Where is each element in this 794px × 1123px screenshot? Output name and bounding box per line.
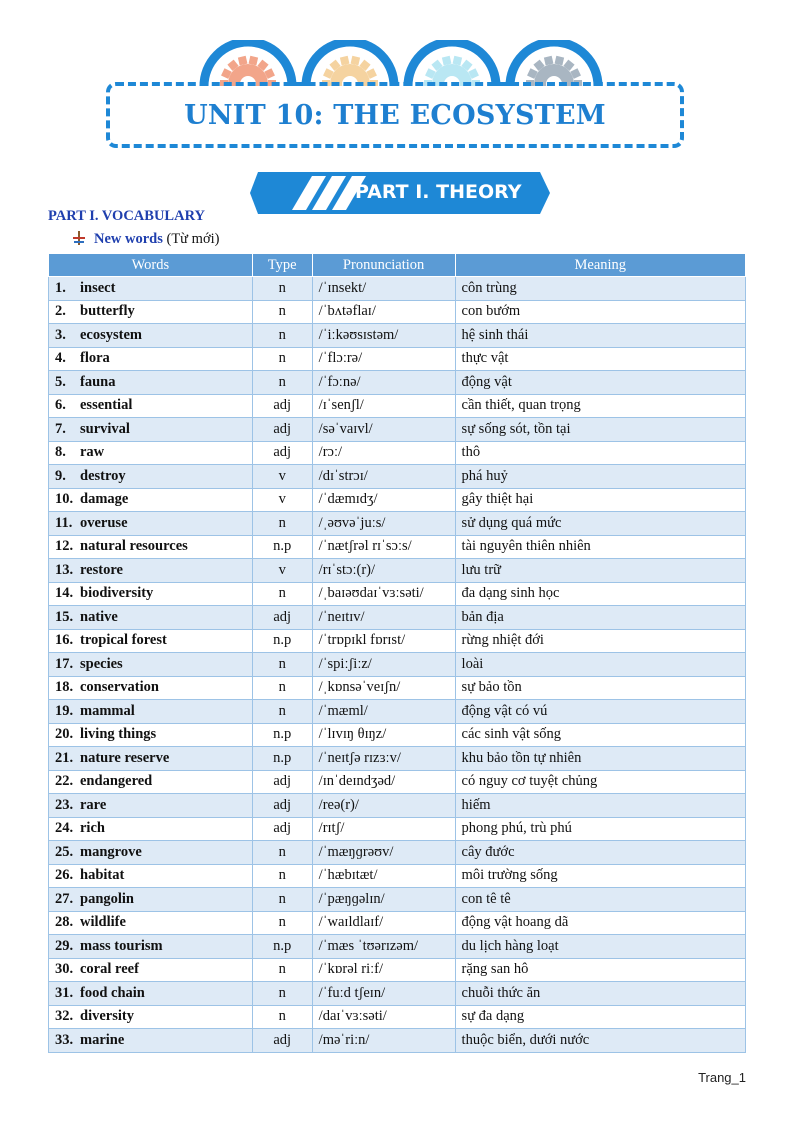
row-number: 8. — [55, 444, 66, 461]
row-number: 20. — [55, 726, 74, 743]
row-number: 16. — [55, 632, 74, 649]
meaning-cell: có nguy cơ tuyệt chủng — [455, 770, 745, 794]
type-cell: v — [252, 488, 312, 512]
pronunciation-cell: /reə(r)/ — [312, 794, 455, 818]
table-row — [49, 770, 746, 794]
word-cell — [49, 841, 253, 865]
pronunciation-cell: /rɔː/ — [312, 441, 455, 465]
table-row — [49, 535, 746, 559]
row-number: 2. — [55, 303, 66, 320]
row-number: 26. — [55, 867, 74, 884]
meaning-cell: côn trùng — [455, 277, 745, 301]
col-words: Words — [49, 254, 253, 277]
word-cell — [49, 535, 253, 559]
type-cell: adj — [252, 441, 312, 465]
word-text: species — [80, 655, 123, 672]
type-cell: n — [252, 324, 312, 348]
part-label: PART I. THEORY — [355, 181, 522, 203]
type-cell: n — [252, 911, 312, 935]
gear-tooth — [453, 56, 463, 66]
meaning-cell: động vật — [455, 371, 745, 395]
type-cell: adj — [252, 1029, 312, 1053]
word-cell — [49, 794, 253, 818]
word-cell — [49, 465, 253, 489]
word-text: mammal — [80, 702, 135, 719]
row-number: 31. — [55, 984, 74, 1001]
meaning-cell: loài — [455, 653, 745, 677]
word-text: coral reef — [80, 961, 139, 978]
word-cell — [49, 488, 253, 512]
row-number: 11. — [55, 514, 73, 531]
row-number: 23. — [55, 796, 74, 813]
type-cell: n — [252, 982, 312, 1006]
pronunciation-cell: /ˈiːkəʊsɪstəm/ — [312, 324, 455, 348]
col-pronunciation: Pronunciation — [312, 254, 455, 277]
word-text: diversity — [80, 1008, 134, 1025]
table-row — [49, 676, 746, 700]
row-number: 4. — [55, 350, 66, 367]
row-number: 18. — [55, 679, 74, 696]
unit-title: UNIT 10: THE ECOSYSTEM — [184, 99, 606, 131]
word-cell — [49, 347, 253, 371]
word-text: flora — [80, 350, 110, 367]
meaning-cell: bản địa — [455, 606, 745, 630]
meaning-cell: cây đước — [455, 841, 745, 865]
pronunciation-cell: /ˈmæŋɡrəʊv/ — [312, 841, 455, 865]
type-cell: adj — [252, 794, 312, 818]
row-number: 13. — [55, 561, 74, 578]
row-number: 27. — [55, 890, 74, 907]
pronunciation-cell: /ˈnætʃrəl rɪˈsɔːs/ — [312, 535, 455, 559]
pronunciation-cell: /ˈtrɒpɪkl fɒrɪst/ — [312, 629, 455, 653]
type-cell: n — [252, 864, 312, 888]
gear-tooth — [238, 56, 248, 66]
word-cell — [49, 441, 253, 465]
type-cell: v — [252, 465, 312, 489]
table-row — [49, 653, 746, 677]
word-text: destroy — [80, 467, 126, 484]
row-number: 21. — [55, 749, 74, 766]
type-cell: adj — [252, 606, 312, 630]
meaning-cell: du lịch hàng loạt — [455, 935, 745, 959]
type-cell: adj — [252, 394, 312, 418]
word-text: nature reserve — [80, 749, 170, 766]
word-cell — [49, 653, 253, 677]
pronunciation-cell: /ˈlɪvɪŋ θɪŋz/ — [312, 723, 455, 747]
table-row — [49, 888, 746, 912]
table-row — [49, 300, 746, 324]
meaning-cell: động vật hoang dã — [455, 911, 745, 935]
word-text: restore — [80, 561, 123, 578]
table-row — [49, 629, 746, 653]
type-cell: n — [252, 512, 312, 536]
pronunciation-cell: /daɪˈvɜːsəti/ — [312, 1005, 455, 1029]
gear-tooth — [340, 56, 350, 66]
word-text: living things — [80, 726, 157, 743]
word-cell — [49, 770, 253, 794]
word-cell — [49, 864, 253, 888]
meaning-cell: sự sống sót, tồn tại — [455, 418, 745, 442]
row-number: 33. — [55, 1031, 74, 1048]
word-cell — [49, 394, 253, 418]
vocabulary-table — [48, 253, 746, 1053]
word-cell — [49, 1029, 253, 1053]
pronunciation-cell: /ˈhæbɪtæt/ — [312, 864, 455, 888]
word-text: fauna — [80, 373, 116, 390]
pronunciation-cell: /ˌəʊvəˈjuːs/ — [312, 512, 455, 536]
row-number: 3. — [55, 326, 66, 343]
table-row — [49, 935, 746, 959]
row-number: 7. — [55, 420, 66, 437]
gear-tooth — [442, 56, 452, 66]
table-row — [49, 982, 746, 1006]
word-text: rich — [80, 820, 105, 837]
meaning-cell: thô — [455, 441, 745, 465]
table-row — [49, 1005, 746, 1029]
pronunciation-cell: /ˈmæs ˈtʊərɪzəm/ — [312, 935, 455, 959]
type-cell: n.p — [252, 747, 312, 771]
gear-tooth — [555, 56, 565, 66]
type-cell: n — [252, 300, 312, 324]
meaning-cell: hiếm — [455, 794, 745, 818]
table-row — [49, 347, 746, 371]
gear-tooth — [351, 56, 361, 66]
row-number: 5. — [55, 373, 66, 390]
table-row — [49, 1029, 746, 1053]
pronunciation-cell: /ˈfɔːnə/ — [312, 371, 455, 395]
word-cell — [49, 700, 253, 724]
word-cell — [49, 958, 253, 982]
word-cell — [49, 888, 253, 912]
sub-heading-rest: (Từ mới) — [162, 231, 220, 247]
table-row — [49, 488, 746, 512]
table-row — [49, 324, 746, 348]
col-meaning: Meaning — [455, 254, 745, 277]
pronunciation-cell: /ˌbaɪəʊdaɪˈvɜːsəti/ — [312, 582, 455, 606]
word-text: natural resources — [80, 538, 188, 555]
meaning-cell: lưu trữ — [455, 559, 745, 583]
table-row — [49, 559, 746, 583]
word-cell — [49, 582, 253, 606]
word-cell — [49, 747, 253, 771]
meaning-cell: phá huỷ — [455, 465, 745, 489]
table-row — [49, 606, 746, 630]
meaning-cell: con tê tê — [455, 888, 745, 912]
table-row — [49, 747, 746, 771]
gear-tooth — [544, 56, 554, 66]
type-cell: adj — [252, 770, 312, 794]
meaning-cell: gây thiệt hại — [455, 488, 745, 512]
word-text: conservation — [80, 679, 159, 696]
word-text: insect — [80, 279, 116, 296]
pronunciation-cell: /ˈɪnsekt/ — [312, 277, 455, 301]
meaning-cell: phong phú, trù phú — [455, 817, 745, 841]
row-number: 22. — [55, 773, 74, 790]
type-cell: n.p — [252, 723, 312, 747]
type-cell: adj — [252, 418, 312, 442]
page-number: Trang_1 — [698, 1070, 746, 1085]
word-text: overuse — [80, 514, 128, 531]
pronunciation-cell: /ˈkɒrəl riːf/ — [312, 958, 455, 982]
pronunciation-cell: /ˈbʌtəflaɪ/ — [312, 300, 455, 324]
pronunciation-cell: /ˈspiːʃiːz/ — [312, 653, 455, 677]
pronunciation-cell: /ˈflɔːrə/ — [312, 347, 455, 371]
table-row — [49, 864, 746, 888]
pronunciation-cell: /rɪˈstɔː(r)/ — [312, 559, 455, 583]
pronunciation-cell: /ˈpæŋɡəlɪn/ — [312, 888, 455, 912]
word-cell — [49, 911, 253, 935]
meaning-cell: sự đa dạng — [455, 1005, 745, 1029]
word-text: habitat — [80, 867, 125, 884]
word-text: tropical forest — [80, 632, 167, 649]
row-number: 15. — [55, 608, 74, 625]
pronunciation-cell: /ˈdæmɪdʒ/ — [312, 488, 455, 512]
row-number: 29. — [55, 937, 74, 954]
pronunciation-cell: /ˈfuːd tʃeɪn/ — [312, 982, 455, 1006]
table-row — [49, 911, 746, 935]
word-text: mass tourism — [80, 937, 163, 954]
pronunciation-cell: /ˈneɪtʃə rɪzɜːv/ — [312, 747, 455, 771]
word-text: rare — [80, 796, 107, 813]
meaning-cell: chuỗi thức ăn — [455, 982, 745, 1006]
word-text: butterfly — [80, 303, 135, 320]
type-cell: n — [252, 888, 312, 912]
word-cell — [49, 371, 253, 395]
word-cell — [49, 982, 253, 1006]
row-number: 32. — [55, 1008, 74, 1025]
word-cell — [49, 277, 253, 301]
row-number: 24. — [55, 820, 74, 837]
pronunciation-cell: /səˈvaɪvl/ — [312, 418, 455, 442]
type-cell: n.p — [252, 935, 312, 959]
word-text: raw — [80, 444, 105, 461]
row-number: 25. — [55, 843, 74, 860]
unit-title-box — [106, 82, 684, 148]
word-text: native — [80, 608, 118, 625]
word-cell — [49, 559, 253, 583]
word-cell — [49, 300, 253, 324]
type-cell: n — [252, 841, 312, 865]
type-cell: n.p — [252, 629, 312, 653]
bullet-pin-icon — [72, 231, 86, 245]
type-cell: n — [252, 582, 312, 606]
table-row — [49, 958, 746, 982]
row-number: 6. — [55, 397, 66, 414]
table-header-row — [49, 254, 746, 277]
table-row — [49, 817, 746, 841]
pronunciation-cell: /ˈmæml/ — [312, 700, 455, 724]
word-text: biodiversity — [80, 585, 154, 602]
word-text: survival — [80, 420, 130, 437]
word-text: mangrove — [80, 843, 142, 860]
word-cell — [49, 676, 253, 700]
word-text: damage — [80, 491, 129, 508]
word-text: endangered — [80, 773, 153, 790]
word-text: wildlife — [80, 914, 126, 931]
meaning-cell: rặng san hô — [455, 958, 745, 982]
word-cell — [49, 935, 253, 959]
row-number: 14. — [55, 585, 74, 602]
table-row — [49, 371, 746, 395]
table-row — [49, 723, 746, 747]
pronunciation-cell: /ˌkɒnsəˈveɪʃn/ — [312, 676, 455, 700]
type-cell: n — [252, 277, 312, 301]
word-cell — [49, 512, 253, 536]
type-cell: n — [252, 347, 312, 371]
pronunciation-cell: /rɪtʃ/ — [312, 817, 455, 841]
word-text: pangolin — [80, 890, 134, 907]
table-row — [49, 465, 746, 489]
pronunciation-cell: /ɪˈsenʃl/ — [312, 394, 455, 418]
meaning-cell: các sinh vật sống — [455, 723, 745, 747]
word-cell — [49, 723, 253, 747]
word-text: food chain — [80, 984, 145, 1001]
pronunciation-cell: /ˈneɪtɪv/ — [312, 606, 455, 630]
word-cell — [49, 324, 253, 348]
row-number: 17. — [55, 655, 74, 672]
meaning-cell: tài nguyên thiên nhiên — [455, 535, 745, 559]
type-cell: n — [252, 676, 312, 700]
table-row — [49, 582, 746, 606]
table-row — [49, 700, 746, 724]
word-cell — [49, 606, 253, 630]
meaning-cell: rừng nhiệt đới — [455, 629, 745, 653]
row-number: 19. — [55, 702, 74, 719]
table-row — [49, 841, 746, 865]
table-row — [49, 418, 746, 442]
meaning-cell: thực vật — [455, 347, 745, 371]
row-number: 1. — [55, 279, 66, 296]
meaning-cell: con bướm — [455, 300, 745, 324]
table-row — [49, 794, 746, 818]
pronunciation-cell: /ˈwaɪldlaɪf/ — [312, 911, 455, 935]
type-cell: n — [252, 958, 312, 982]
col-type: Type — [252, 254, 312, 277]
table-row — [49, 512, 746, 536]
meaning-cell: môi trường sống — [455, 864, 745, 888]
word-cell — [49, 629, 253, 653]
type-cell: n — [252, 371, 312, 395]
meaning-cell: cần thiết, quan trọng — [455, 394, 745, 418]
meaning-cell: hệ sinh thái — [455, 324, 745, 348]
sub-heading — [72, 231, 219, 248]
table-row — [49, 277, 746, 301]
section-heading: PART I. VOCABULARY — [48, 208, 206, 224]
type-cell: n.p — [252, 535, 312, 559]
word-cell — [49, 1005, 253, 1029]
word-text: marine — [80, 1031, 125, 1048]
type-cell: n — [252, 653, 312, 677]
meaning-cell: sử dụng quá mức — [455, 512, 745, 536]
word-text: essential — [80, 397, 133, 414]
gear-tooth — [249, 56, 259, 66]
row-number: 9. — [55, 467, 66, 484]
meaning-cell: thuộc biển, dưới nước — [455, 1029, 745, 1053]
pronunciation-cell: /ɪnˈdeɪndʒəd/ — [312, 770, 455, 794]
meaning-cell: khu bảo tồn tự nhiên — [455, 747, 745, 771]
meaning-cell: đa dạng sinh học — [455, 582, 745, 606]
meaning-cell: sự bảo tồn — [455, 676, 745, 700]
word-cell — [49, 817, 253, 841]
type-cell: adj — [252, 817, 312, 841]
row-number: 30. — [55, 961, 74, 978]
pronunciation-cell: /dɪˈstrɔɪ/ — [312, 465, 455, 489]
type-cell: n — [252, 1005, 312, 1029]
sub-heading-bold: New words — [94, 231, 163, 247]
type-cell: n — [252, 700, 312, 724]
table-row — [49, 441, 746, 465]
meaning-cell: động vật có vú — [455, 700, 745, 724]
word-cell — [49, 418, 253, 442]
type-cell: v — [252, 559, 312, 583]
row-number: 28. — [55, 914, 74, 931]
word-text: ecosystem — [80, 326, 143, 343]
table-row — [49, 394, 746, 418]
row-number: 10. — [55, 491, 74, 508]
row-number: 12. — [55, 538, 74, 555]
pronunciation-cell: /məˈriːn/ — [312, 1029, 455, 1053]
